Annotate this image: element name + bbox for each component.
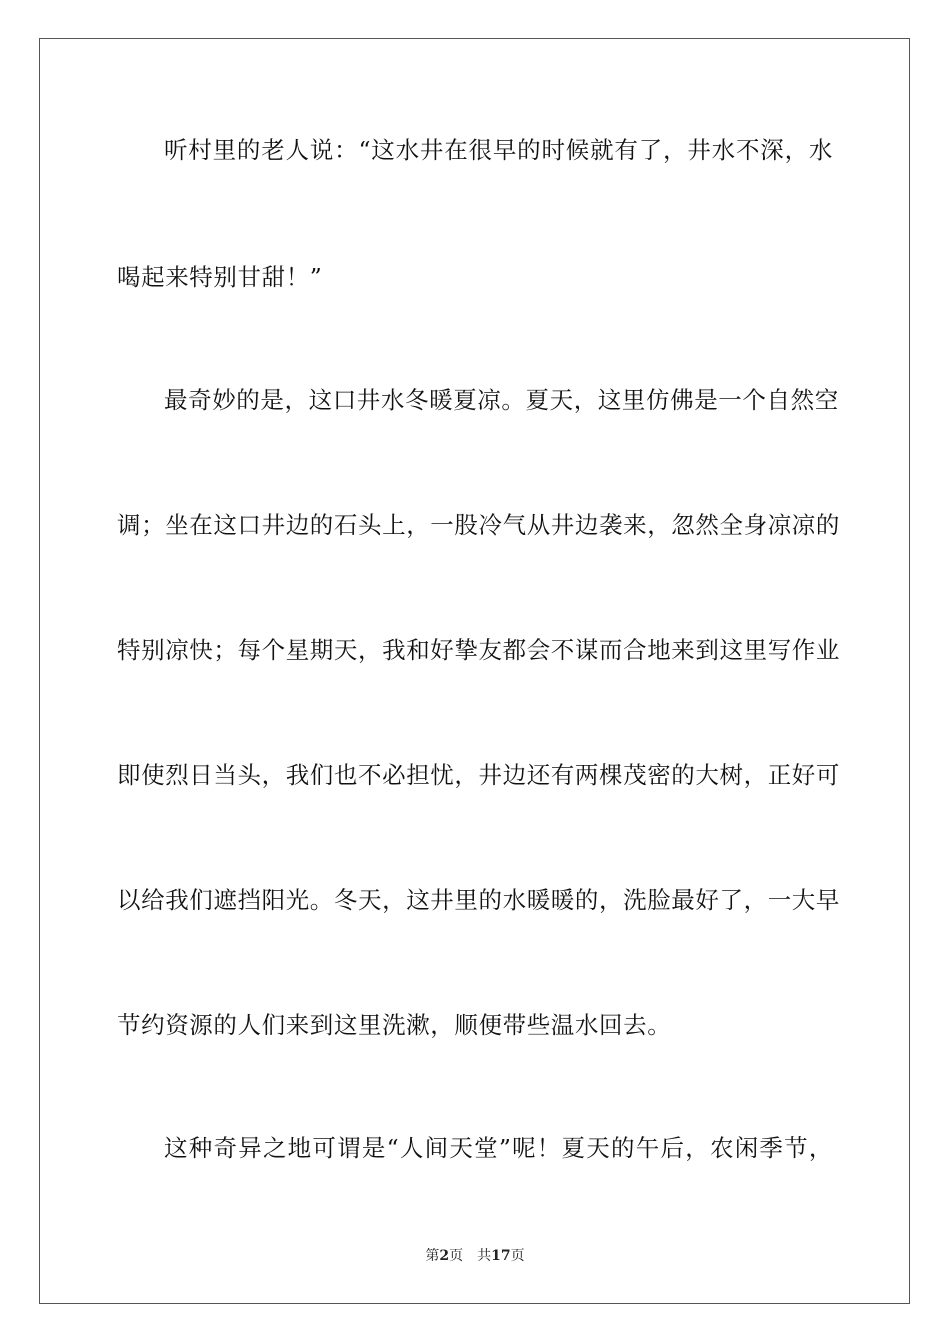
page-suffix: 页 [449,1248,464,1264]
paragraph-3-line-1: 这种奇异之地可谓是“人间天堂”呢！夏天的午后，农闲季节， [164,1134,833,1162]
page-prefix: 第 [425,1248,440,1264]
paragraph-2-line-2: 调；坐在这口井边的石头上，一股冷气从井边袭来，忽然全身凉凉的 [117,511,840,539]
total-prefix: 共 [477,1248,492,1264]
paragraph-2-line-6: 节约资源的人们来到这里洗漱，顺便带些温水回去。 [117,1011,672,1039]
paragraph-1-line-1: 听村里的老人说：“这水井在很早的时候就有了，井水不深，水 [164,136,833,164]
page-frame [39,38,910,1304]
paragraph-2-line-1: 最奇妙的是，这口井水冬暖夏凉。夏天，这里仿佛是一个自然空 [164,386,839,414]
paragraph-2-line-3: 特别凉快；每个星期天，我和好挚友都会不谋而合地来到这里写作业 [117,636,840,664]
paragraph-1-line-2: 喝起来特别甘甜！” [117,263,323,291]
total-suffix: 页 [510,1248,525,1264]
paragraph-2-line-5: 以给我们遮挡阳光。冬天，这井里的水暖暖的，洗脸最好了，一大早 [117,886,840,914]
page-number: 2 [439,1248,450,1264]
total-pages: 17 [491,1248,511,1264]
page-footer [0,1247,950,1265]
paragraph-2-line-4: 即使烈日当头，我们也不必担忧，井边还有两棵茂密的大树，正好可 [117,761,840,789]
